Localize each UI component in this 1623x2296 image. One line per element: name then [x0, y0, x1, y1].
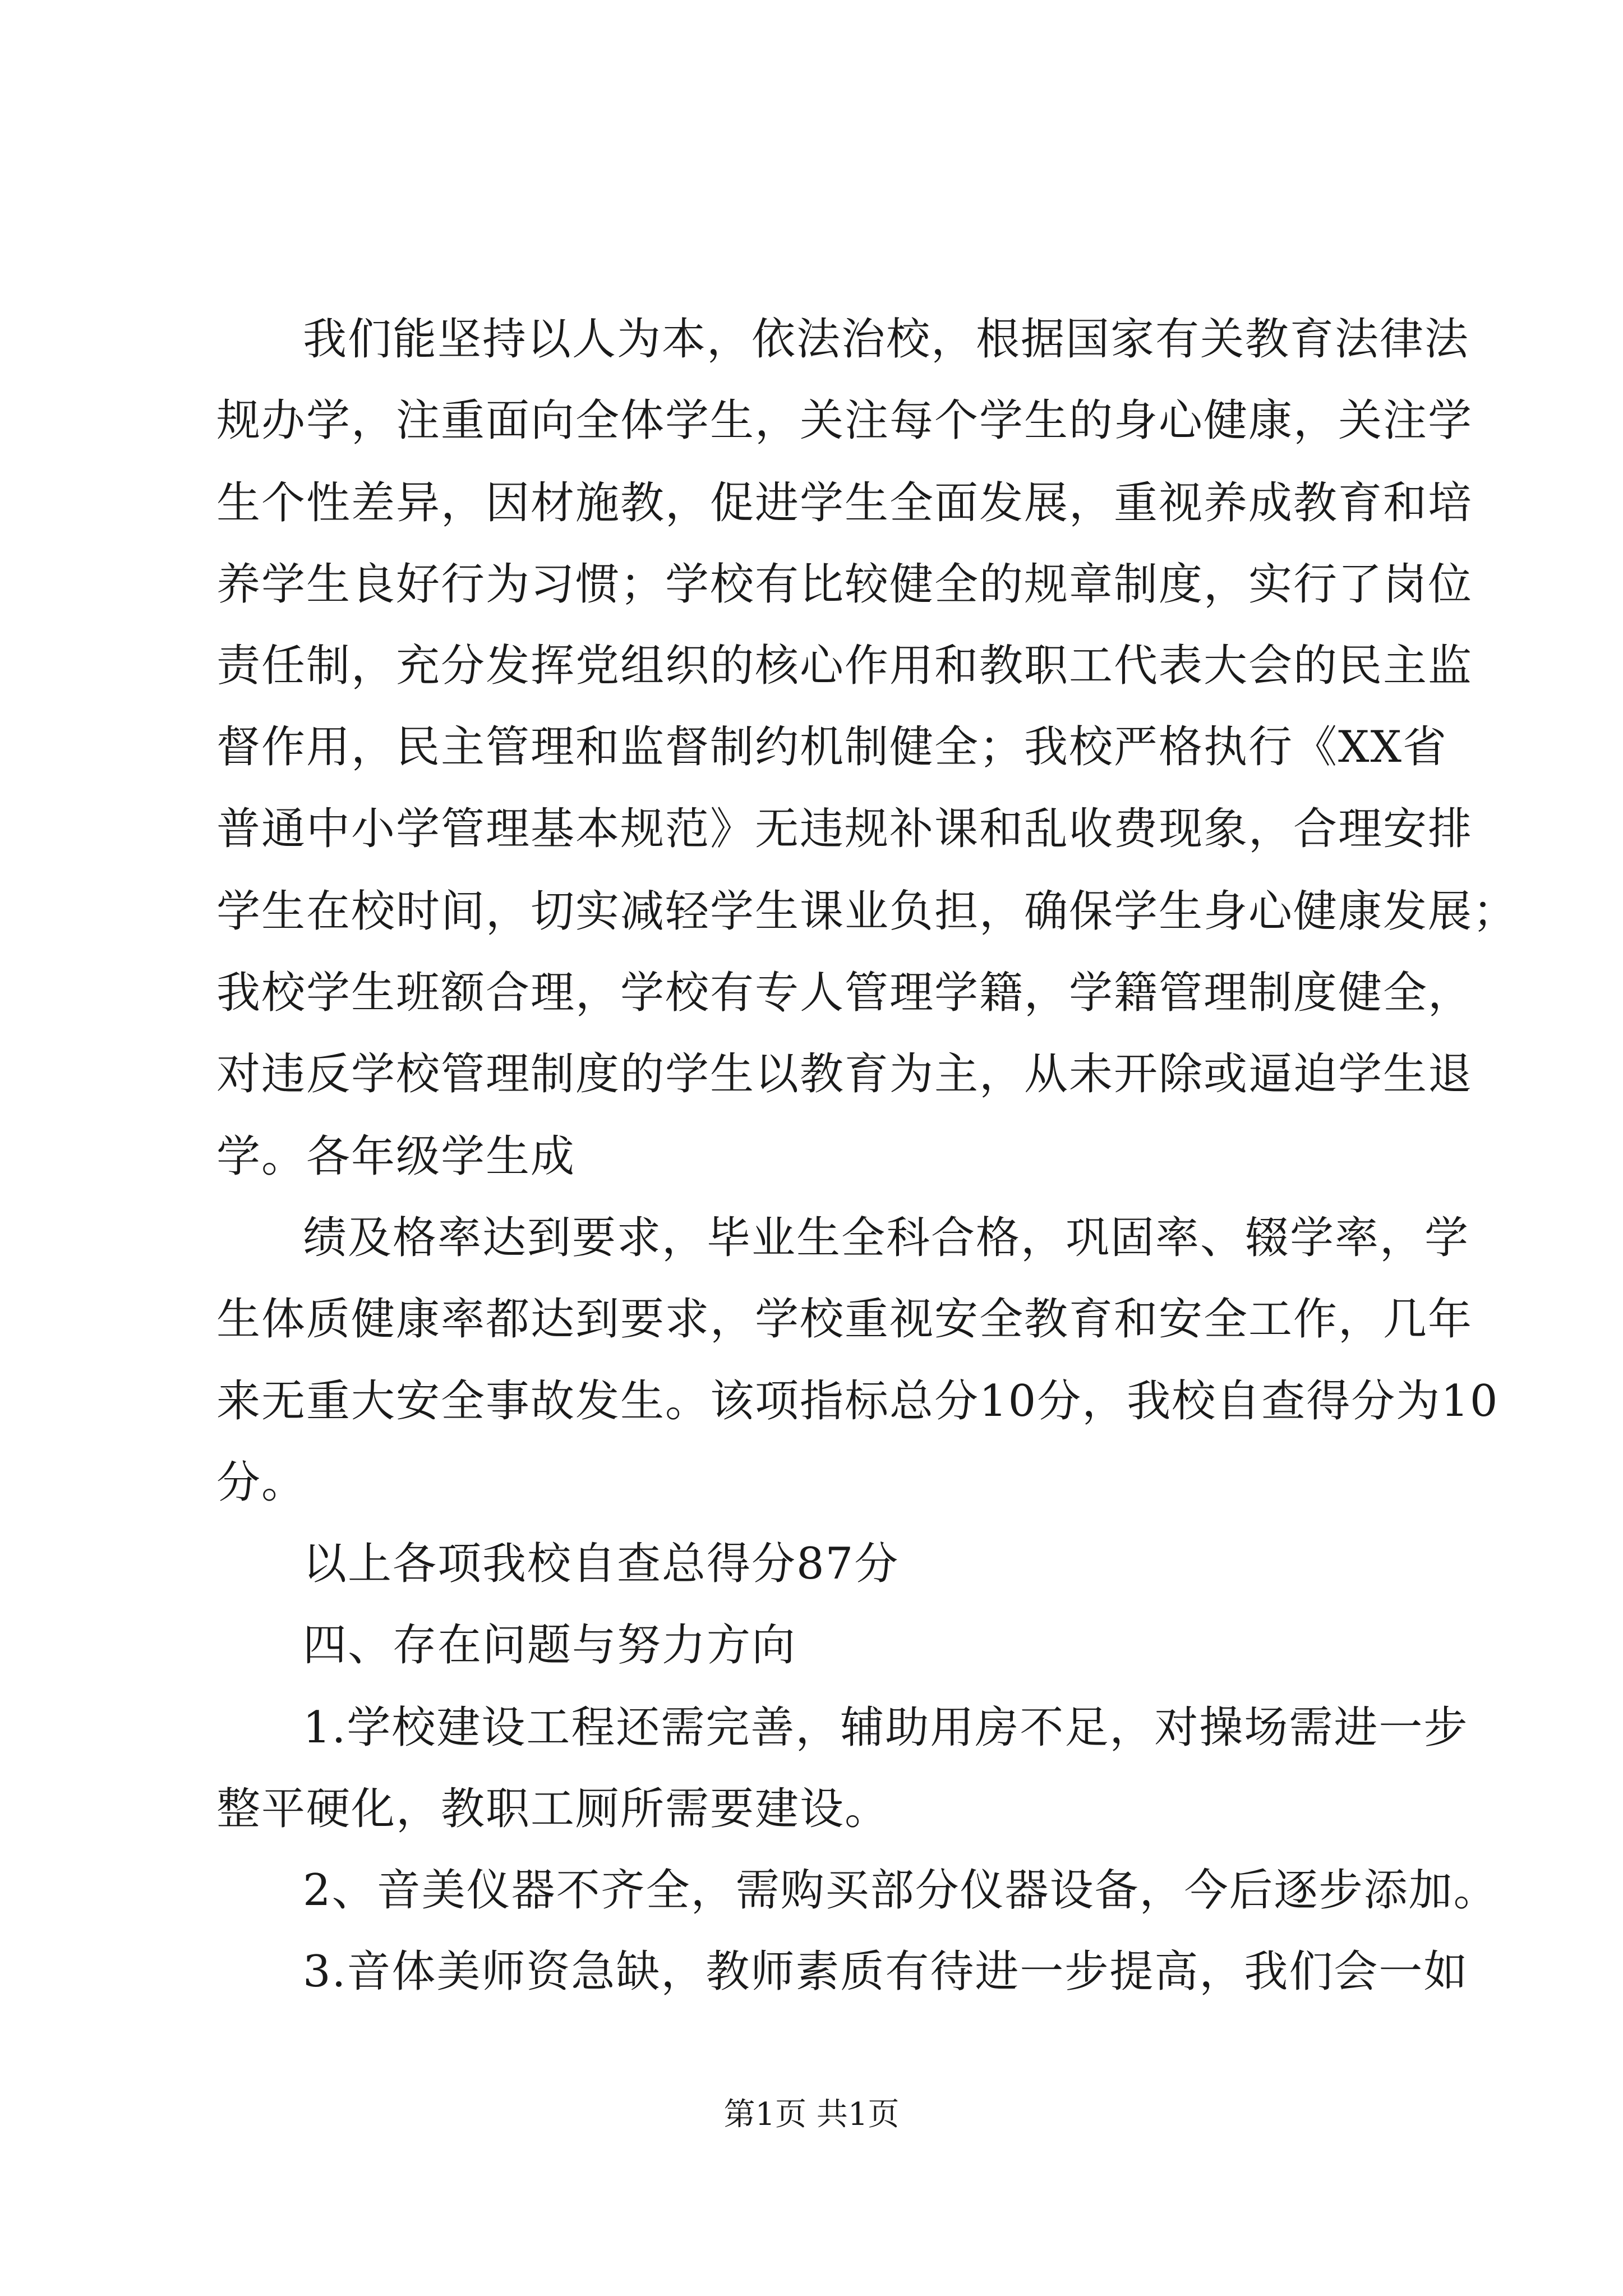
text-line: 以上各项我校自查总得分87分: [303, 1539, 900, 1589]
text-line: 绩及格率达到要求，毕业生全科合格，巩固率、辍学率，学: [303, 1213, 1470, 1263]
text-line: 责任制，充分发挥党组织的核心作用和教职工代表大会的民主监: [216, 641, 1473, 691]
text-line: 3.音体美师资急缺，教师素质有待进一步提高，我们会一如: [303, 1947, 1469, 1997]
text-line: 整平硬化，教职工厕所需要建设。: [216, 1784, 890, 1834]
text-line: 2、音美仪器不齐全，需购买部分仪器设备，今后逐步添加。: [303, 1865, 1498, 1916]
text-line: 规办学，注重面向全体学生，关注每个学生的身心健康，关注学: [216, 395, 1473, 446]
text-line: 来无重大安全事故发生。该项指标总分10分，我校自查得分为10: [216, 1376, 1499, 1427]
text-line: 生个性差异，因材施教，促进学生全面发展，重视养成教育和培: [216, 478, 1473, 528]
text-line: 生体质健康率都达到要求，学校重视安全教育和安全工作，几年: [216, 1294, 1473, 1345]
text-line: 我校学生班额合理，学校有专人管理学籍，学籍管理制度健全，: [216, 968, 1473, 1018]
text-line: 督作用，民主管理和监督制约机制健全；我校严格执行《XX省: [216, 722, 1448, 772]
section-heading: 四、存在问题与努力方向: [303, 1620, 797, 1671]
text-line: 普通中小学管理基本规范》无违规补课和乱收费现象，合理安排: [216, 804, 1473, 854]
text-line: 1.学校建设工程还需完善，辅助用房不足，对操场需进一步: [303, 1703, 1469, 1753]
page-footer: 第1页 共1页: [723, 2096, 900, 2133]
text-line: 学生在校时间，切实减轻学生课业负担，确保学生身心健康发展；: [216, 886, 1518, 937]
text-line: 学。各年级学生成: [216, 1131, 576, 1182]
text-line: 我们能坚持以人为本，依法治校，根据国家有关教育法律法: [303, 314, 1470, 365]
text-line: 养学生良好行为习惯；学校有比较健全的规章制度，实行了岗位: [216, 559, 1473, 610]
text-line: 分。: [216, 1457, 307, 1508]
text-line: 对违反学校管理制度的学生以教育为主，从未开除或逼迫学生退: [216, 1049, 1473, 1099]
